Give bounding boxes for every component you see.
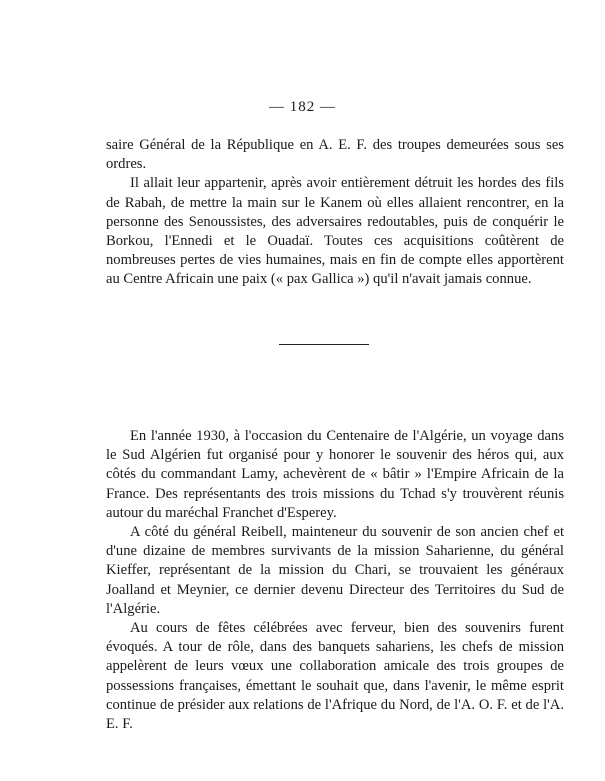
page-number: — 182 —	[269, 99, 336, 115]
paragraph: saire Général de la République en A. E. F. des troupes demeurées sous ses ordres.	[106, 137, 564, 173]
text-section-2	[106, 427, 564, 734]
paragraph: A côté du général Reibell, mainteneur du souvenir de son ancien chef et d'une dizaine de membres survivants de la mission Saharienne, du général Kieffer, représentant de la mission du Chari, se trouvaient les généraux Joalland et Meynier, ce dernier devenu Directeur des Territoires du Sud de l'Algérie.	[106, 524, 564, 617]
paragraph: Au cours de fêtes célébrées avec ferveur, bien des souvenirs furent évoqués. A tour de rôle, dans des banquets sahariens, les chefs de mission appelèrent de leurs vœux une collaboration amicale des trois groupes de possessions françaises, émettant le souhait que, dans l'avenir, le même esprit continue de présider aux relations de l'Afrique du Nord, de l'A. O. F. et de l'A. E. F.	[106, 620, 564, 733]
text-section-1	[106, 136, 564, 290]
paragraph: Il allait leur appartenir, après avoir entièrement détruit les hordes des fils de Rabah, de mettre la main sur le Kanem où elles allaient rencontrer, en la personne des Senoussistes, des adversaires redoutables, puis de conquérir le Borkou, l'Ennedi et le Ouadaï. Toutes ces acquisitions coûtèrent de nombreuses pertes de vies humaines, mais en fin de compte elles apportèrent au Centre Africain une paix (« pax Gallica ») qu'il n'avait jamais connue.	[106, 175, 564, 288]
section-divider	[279, 344, 369, 345]
paragraph: En l'année 1930, à l'occasion du Centenaire de l'Algérie, un voyage dans le Sud Algérien fut organisé pour y honorer le souvenir des héros qui, aux côtés du commandant Lamy, achevèrent de « bâtir » l'Empire Africain de la France. Des représentants des trois missions du Tchad s'y trouvèrent réunis autour du maréchal Franchet d'Esperey.	[106, 428, 564, 521]
